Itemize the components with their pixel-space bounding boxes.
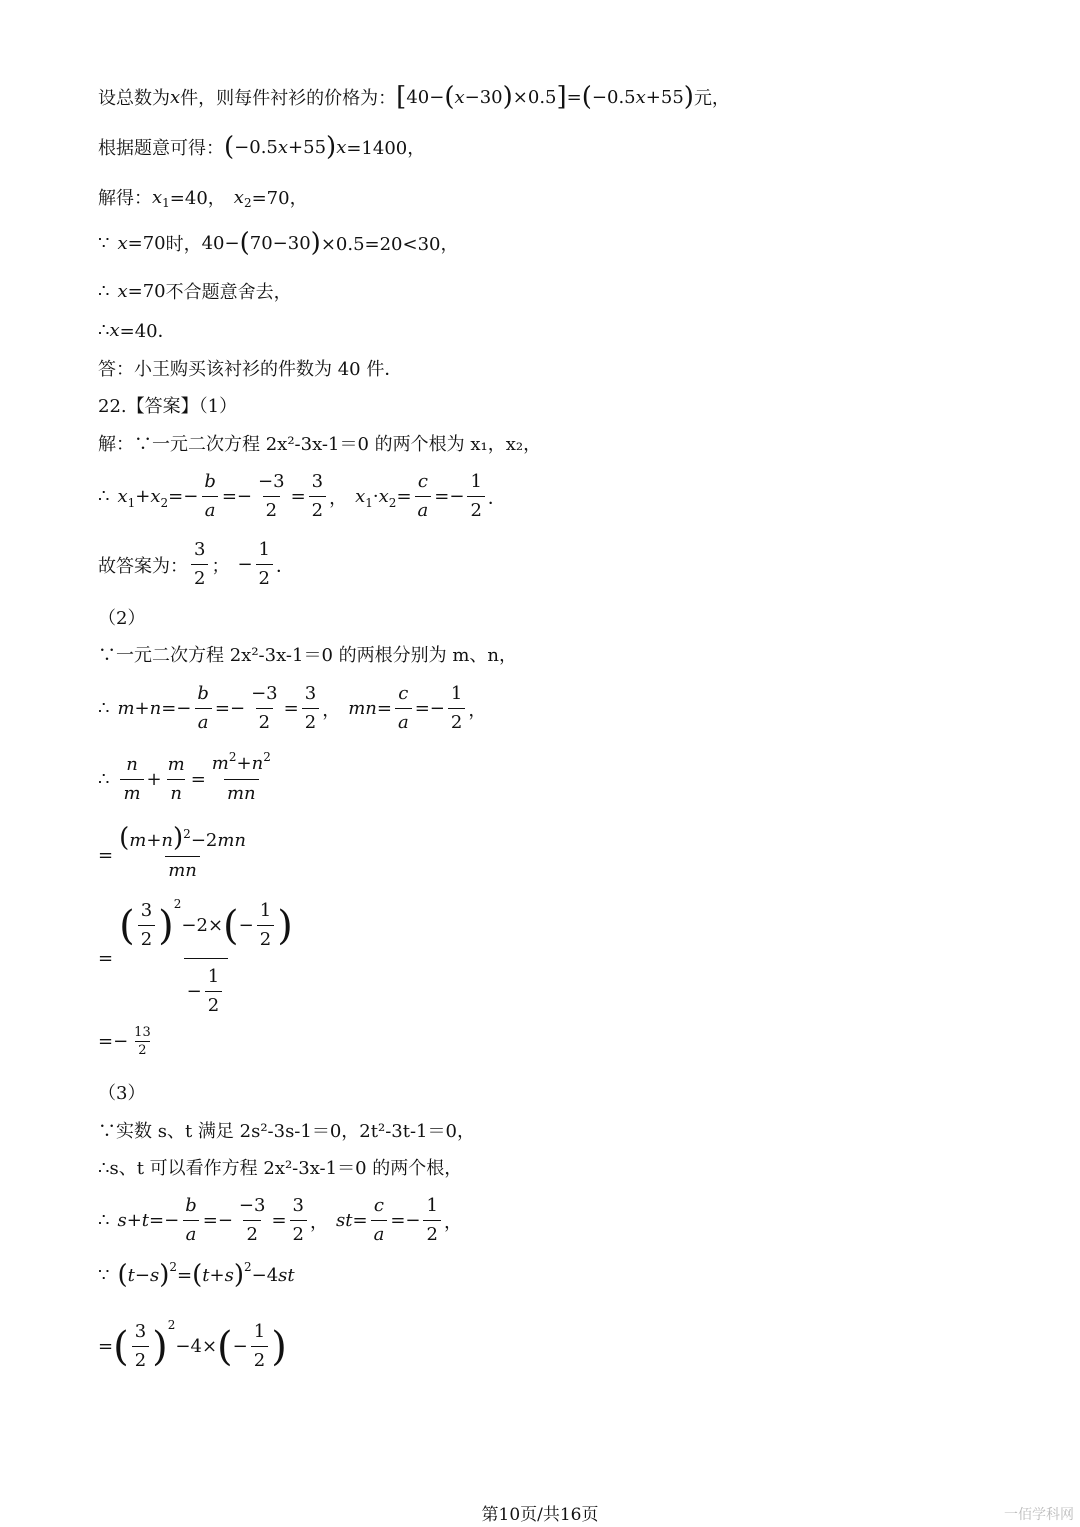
- equation-line: 根据题意可得： ( −0.5 x +55 ) x =1400，: [98, 132, 426, 162]
- result-line: ∴ x =40．: [98, 319, 176, 342]
- question-22-heading: 22.【答案】（1）: [98, 396, 238, 417]
- check-line: ∵ x =70 时， 40− ( 70−30 ) ×0.5=20<30，: [98, 228, 459, 258]
- part3-statement-1: ∵实数 s、t 满足 2s²-3s-1＝0，2t²-3t-1＝0，: [98, 1121, 475, 1142]
- part1-vieta-line: ∴ x 1 + x 2 =− $\frac{b}{a}$ =− $\frac{-3}{2}$ = $\frac{3}{2}$ ， x 1 · x 2 = $\frac{c}{a}$ =− $\frac{1}{2}$ ．: [98, 468, 506, 525]
- part3-identity-line: ∵ ( t − s ) 2 = ( t + s ) 2 −4 st: [98, 1260, 295, 1290]
- part2-result: =− $\frac{13}{2}$: [98, 1025, 151, 1058]
- answer-line: 答：小王购买该衬衫的件数为 40 件．: [98, 359, 403, 380]
- part2-step-identity: = $\frac{(m+n)^2-2mn}{mn}$: [98, 825, 252, 885]
- solution-line: 解得： x 1 =40， x 2 =70，: [98, 186, 308, 210]
- price-setup-line: 设总数为 x 件，则每件衬衫的价格为： [ 40− ( x −30 ) ×0.5 ] = ( −0.5 x +55 ) 元，: [98, 82, 730, 112]
- page-footer: 第10页/共16页: [481, 1505, 599, 1525]
- part2-label: （2）: [98, 608, 146, 629]
- reject-line: ∴ x =70 不合题意舍去，: [98, 280, 292, 303]
- part2-step-substitute: = ( $\frac{3}{2}$ ) 2 −2× ( − $\frac{1}{2}$ ) − $\frac{1}{2}$: [98, 897, 299, 1020]
- part3-label: （3）: [98, 1083, 146, 1104]
- part3-statement-2: ∴s、t 可以看作方程 2x²-3x-1＝0 的两个根，: [98, 1158, 463, 1179]
- part3-vieta-line: ∴ s + t =− $\frac{b}{a}$ =− $\frac{-3}{2}$ = $\frac{3}{2}$ ， st = $\frac{c}{a}$ =− $\frac{1}{2}$ ，: [98, 1192, 462, 1249]
- watermark: 一佰学科网: [1004, 1507, 1074, 1523]
- part2-ratio-line: ∴ $\frac{n}{m}$ + $\frac{m}{n}$ = $\frac{m^2+n^2}{mn}$: [98, 750, 277, 808]
- part1-statement: 解：∵一元二次方程 2x²-3x-1＝0 的两个根为 x₁，x₂，: [98, 434, 542, 455]
- part3-substitute-line: = ( $\frac{3}{2}$ ) 2 −4× ( − $\frac{1}{2}$ ): [98, 1318, 287, 1375]
- part2-statement: ∵一元二次方程 2x²-3x-1＝0 的两根分别为 m、n，: [98, 645, 517, 666]
- part2-vieta-line: ∴ m + n =− $\frac{b}{a}$ =− $\frac{-3}{2}$ = $\frac{3}{2}$ ， mn = $\frac{c}{a}$ =− $\frac{1}{2}$ ，: [98, 680, 486, 737]
- part1-answer-line: 故答案为： $\frac{3}{2}$ ； − $\frac{1}{2}$ ．: [98, 536, 294, 593]
